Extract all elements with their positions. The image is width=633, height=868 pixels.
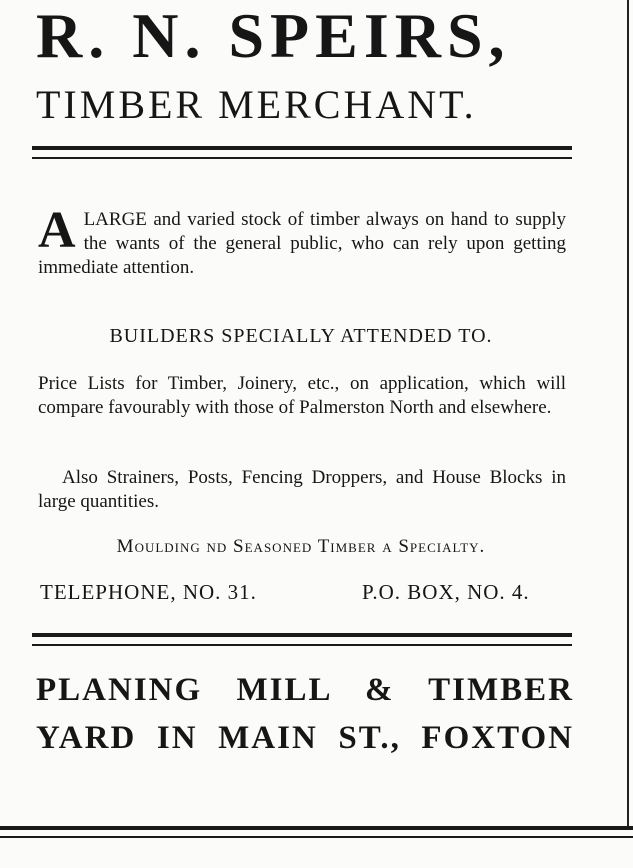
yard-line-2: YARD IN MAIN ST., FOXTON: [36, 720, 574, 756]
po-box-number: P.O. BOX, NO. 4.: [362, 580, 530, 604]
price-lists-paragraph: Price Lists for Timber, Joinery, etc., on application, which will compare favourably with those of Palmerston North and elsewhere.: [38, 373, 566, 418]
specialty-line: Moulding nd Seasoned Timber a Specialty.: [116, 536, 486, 557]
bottom-rule-thick: [32, 633, 572, 637]
top-rule-thick: [32, 146, 572, 150]
also-paragraph: Also Strainers, Posts, Fencing Droppers, and House Blocks in large quantities.: [38, 467, 566, 512]
intro-paragraph: [38, 202, 566, 280]
builders-line: BUILDERS SPECIALLY ATTENDED TO.: [109, 325, 493, 347]
merchant-name: R. N. SPEIRS,: [36, 0, 511, 71]
merchant-trade: TIMBER MERCHANT.: [36, 82, 477, 127]
yard-line-1: PLANING MILL & TIMBER: [36, 672, 574, 708]
bottom-rule-thin: [32, 644, 572, 646]
drop-cap: A: [38, 202, 76, 259]
intro-text: LARGE and varied stock of timber always on hand to supply the wants of the general public, who can rely upon getting immediate attention.: [38, 209, 566, 278]
telephone-number: TELEPHONE, NO. 31.: [40, 580, 257, 604]
footer-rule-thin: [0, 836, 633, 838]
top-rule-thin: [32, 157, 572, 159]
right-border-rule: [627, 0, 629, 826]
footer-rule-thick: [0, 826, 633, 830]
